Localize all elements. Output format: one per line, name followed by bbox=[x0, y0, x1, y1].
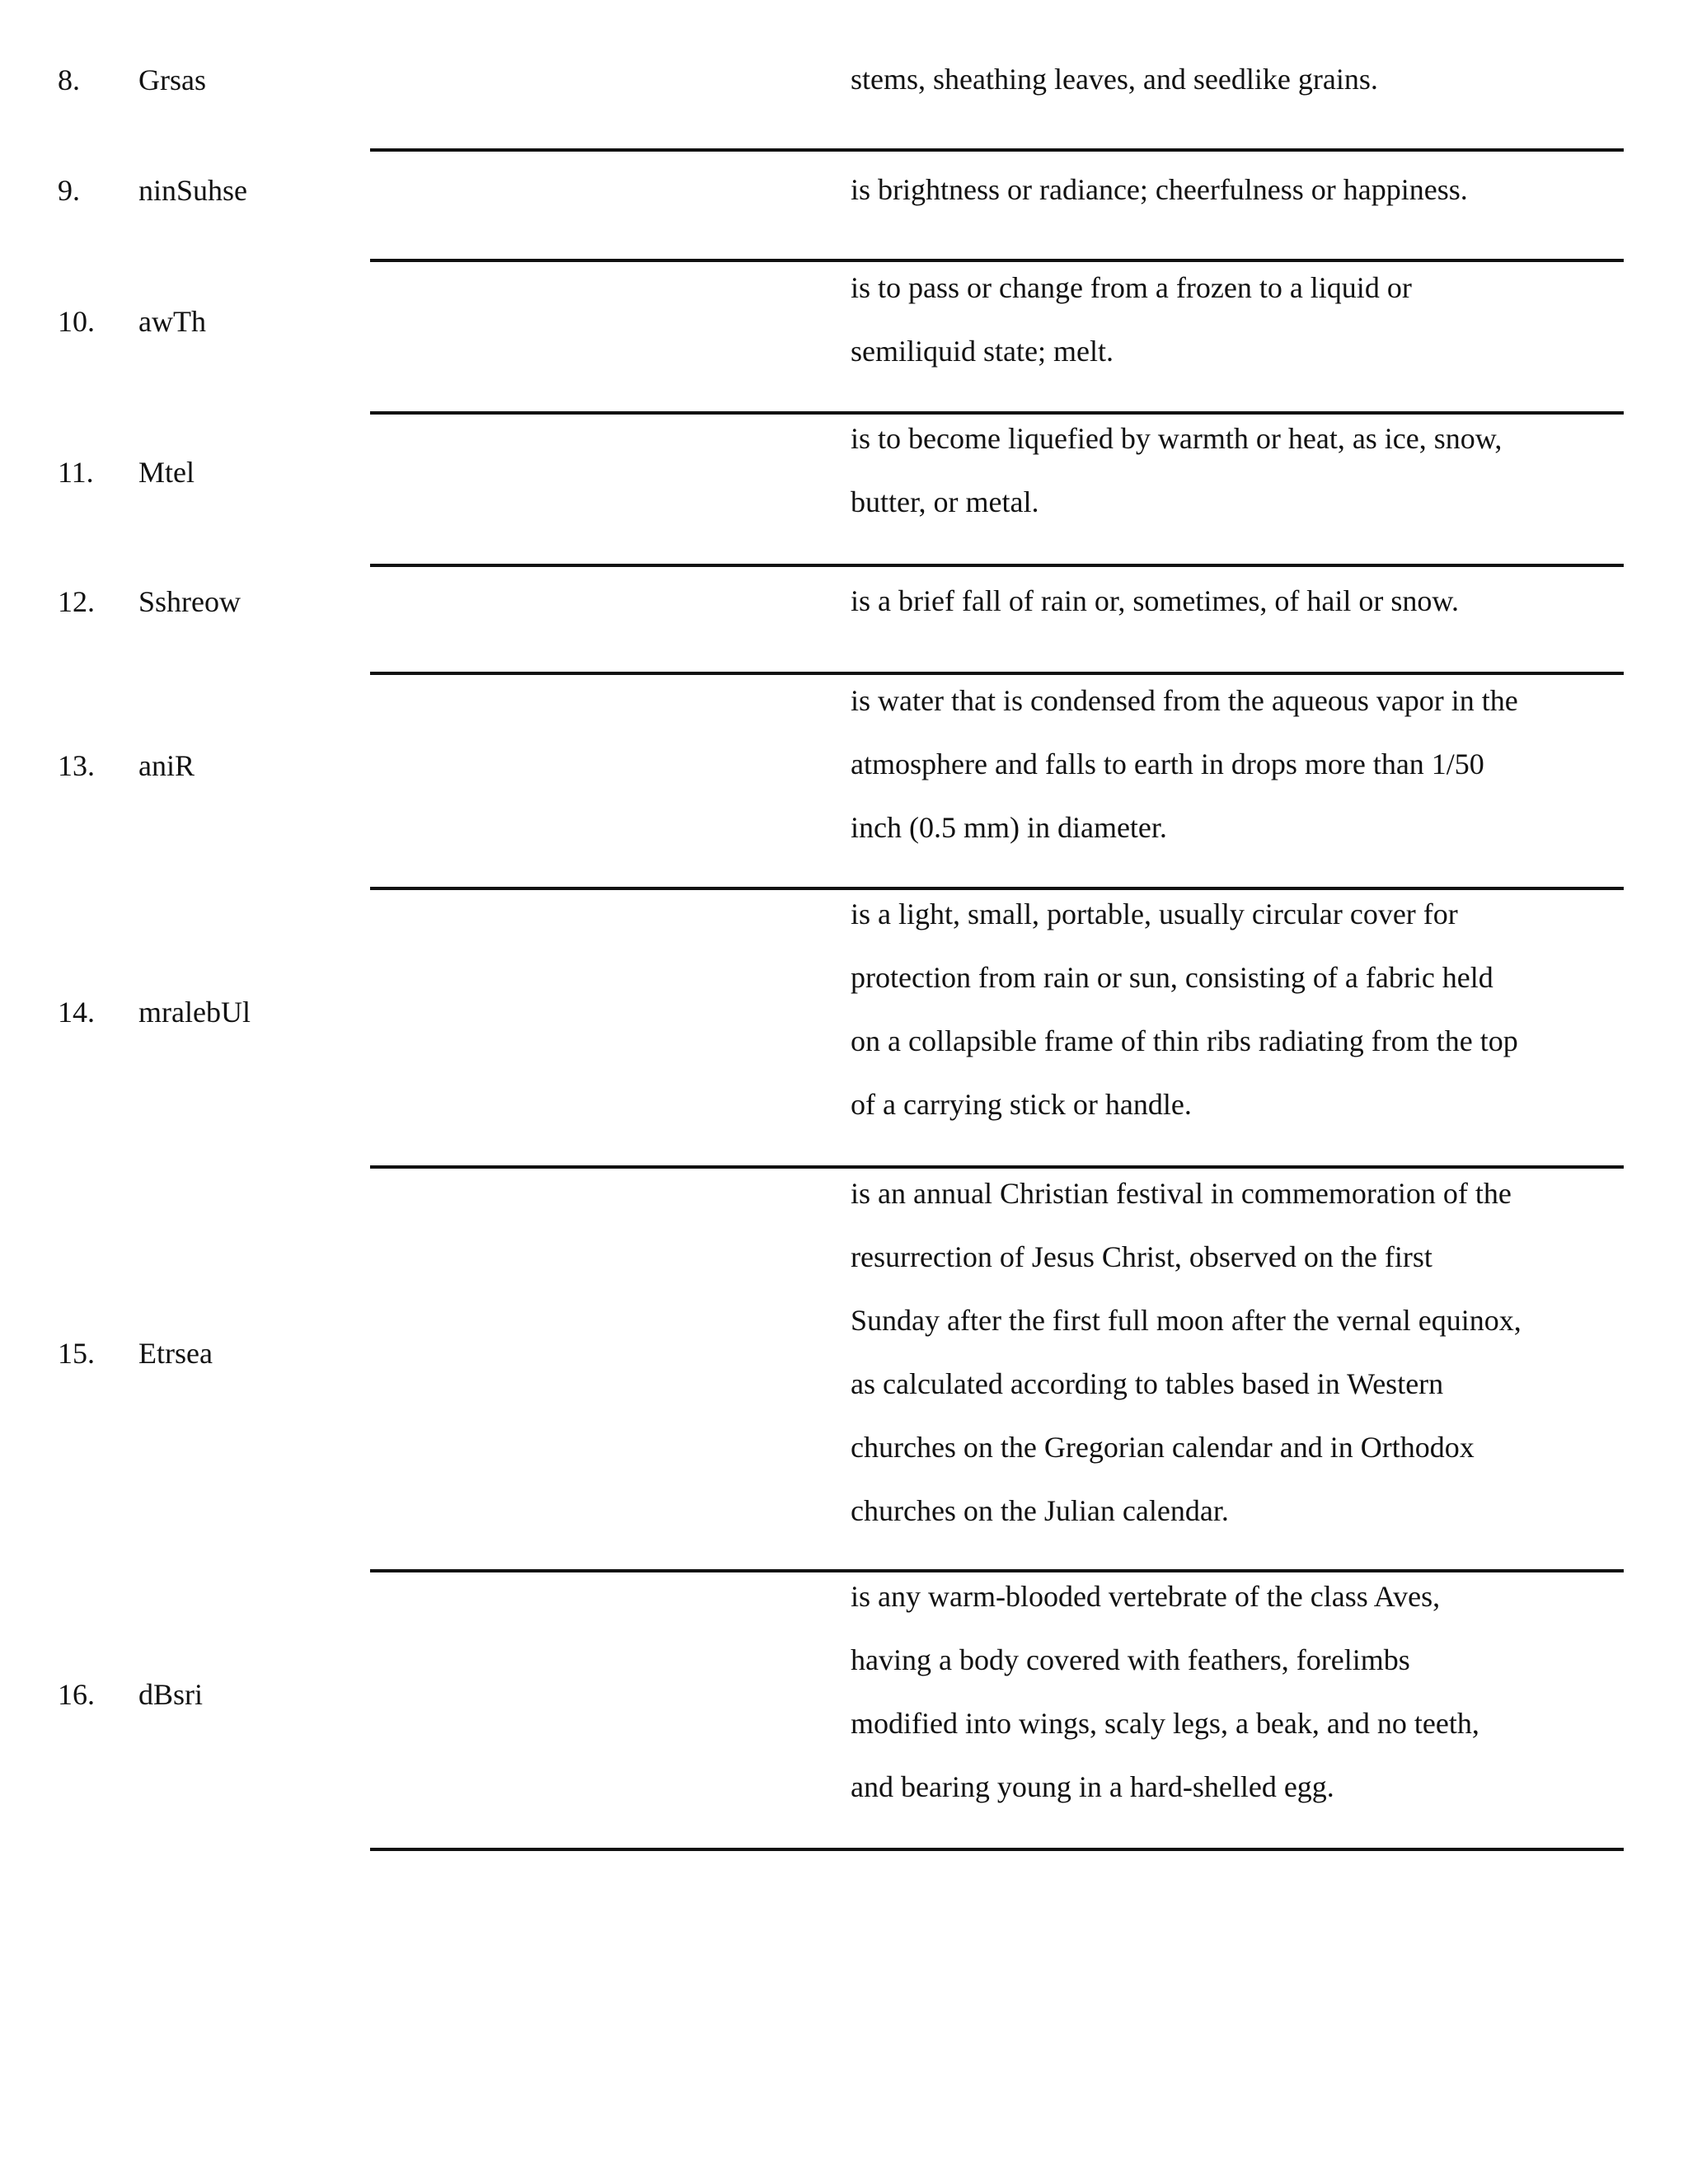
definition-text bbox=[851, 256, 1629, 383]
definition-line: Sunday after the first full moon after the vernal equinox, bbox=[851, 1304, 1522, 1337]
definition-line: butter, or metal. bbox=[851, 485, 1039, 518]
scrambled-word: Grsas bbox=[138, 63, 206, 96]
definition-text bbox=[851, 1565, 1629, 1819]
definition-line: as calculated according to tables based in Western bbox=[851, 1367, 1444, 1400]
definition-line: churches on the Gregorian calendar and in Orthodox bbox=[851, 1431, 1475, 1464]
definition-line: protection from rain or sun, consisting of a fabric held bbox=[851, 961, 1493, 994]
definition-line: on a collapsible frame of thin ribs radiating from the top bbox=[851, 1024, 1518, 1057]
definition-text bbox=[851, 48, 1629, 111]
definition-text bbox=[851, 669, 1629, 860]
scrambled-word: ninSuhse bbox=[138, 174, 248, 207]
definition-line: inch (0.5 mm) in diameter. bbox=[851, 811, 1167, 844]
definition-line: of a carrying stick or handle. bbox=[851, 1088, 1192, 1121]
definition-text bbox=[851, 883, 1629, 1137]
item-number: 16. bbox=[58, 1678, 95, 1711]
item-number: 13. bbox=[58, 749, 95, 782]
definition-line: churches on the Julian calendar. bbox=[851, 1494, 1229, 1527]
definition-line: stems, sheathing leaves, and seedlike grains. bbox=[851, 63, 1378, 96]
definition-text bbox=[851, 158, 1629, 222]
definition-line: is an annual Christian festival in commemoration of the bbox=[851, 1177, 1512, 1210]
definition-line: is any warm-blooded vertebrate of the class Aves, bbox=[851, 1580, 1441, 1613]
definition-line: atmosphere and falls to earth in drops more than 1/50 bbox=[851, 748, 1484, 780]
scrambled-word: Etrsea bbox=[138, 1337, 213, 1370]
answer-line bbox=[370, 1848, 1624, 1851]
item-number: 8. bbox=[58, 63, 80, 96]
scrambled-word: Mtel bbox=[138, 456, 195, 489]
definition-text bbox=[851, 569, 1629, 633]
item-number: 10. bbox=[58, 305, 95, 338]
answer-line bbox=[370, 148, 1624, 152]
definition-line: is a light, small, portable, usually circular cover for bbox=[851, 898, 1458, 930]
definition-line: and bearing young in a hard-shelled egg. bbox=[851, 1770, 1334, 1803]
item-number: 9. bbox=[58, 174, 80, 207]
item-number: 14. bbox=[58, 996, 95, 1029]
definition-line: is brightness or radiance; cheerfulness or happiness. bbox=[851, 173, 1468, 206]
scrambled-word: awTh bbox=[138, 305, 206, 338]
scrambled-word: dBsri bbox=[138, 1678, 204, 1711]
scrambled-word: aniR bbox=[138, 749, 195, 782]
item-number: 12. bbox=[58, 585, 95, 618]
definition-line: is to pass or change from a frozen to a liquid or bbox=[851, 271, 1412, 304]
definition-line: modified into wings, scaly legs, a beak, and no teeth, bbox=[851, 1707, 1479, 1740]
definition-line: is water that is condensed from the aqueous vapor in the bbox=[851, 684, 1518, 717]
item-number: 11. bbox=[58, 456, 94, 489]
definition-line: resurrection of Jesus Christ, observed on the first bbox=[851, 1240, 1432, 1273]
answer-line bbox=[370, 564, 1624, 567]
definition-line: is to become liquefied by warmth or heat, as ice, snow, bbox=[851, 422, 1503, 455]
scrambled-word: Sshreow bbox=[138, 585, 241, 618]
definition-line: is a brief fall of rain or, sometimes, of hail or snow. bbox=[851, 584, 1460, 617]
scrambled-word: mralebUl bbox=[138, 996, 251, 1029]
item-number: 15. bbox=[58, 1337, 95, 1370]
definition-text bbox=[851, 407, 1629, 534]
definition-text bbox=[851, 1162, 1629, 1543]
definition-line: semiliquid state; melt. bbox=[851, 335, 1114, 368]
definition-line: having a body covered with feathers, forelimbs bbox=[851, 1643, 1410, 1676]
